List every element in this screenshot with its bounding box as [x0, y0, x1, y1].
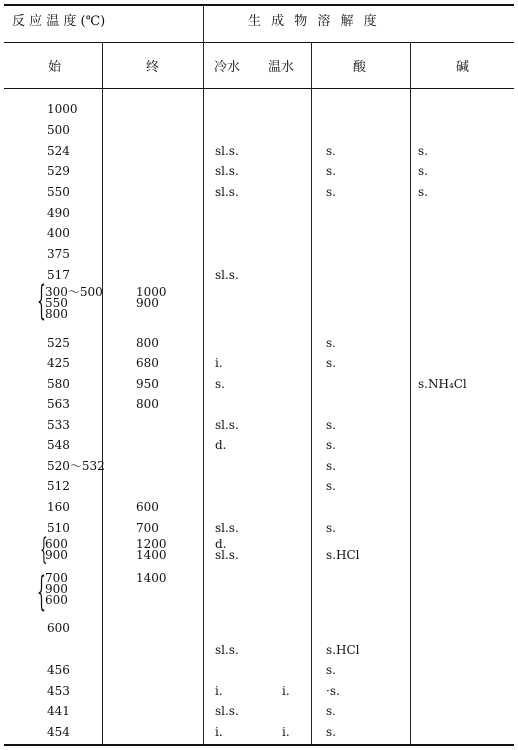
cell-end-temp: 1400 — [136, 548, 167, 562]
col-divider-1 — [102, 42, 103, 744]
cell-cold-water: d. — [215, 438, 227, 452]
cell-cold-water: sl.s. — [215, 144, 239, 158]
cell-start-temp: 548 — [47, 438, 70, 452]
cell-start-temp: 456 — [47, 663, 70, 677]
cell-end-temp: 680 — [136, 356, 159, 370]
cell-end-temp: 1400 — [136, 571, 167, 585]
cell-start-temp: 512 — [47, 479, 70, 493]
brace-icon: { — [37, 278, 46, 324]
cell-end-temp: 950 — [136, 377, 159, 391]
cell-start-temp: 453 — [47, 684, 70, 698]
cell-cold-water: sl.s. — [215, 548, 239, 562]
cell-start-temp: 550 — [45, 296, 68, 310]
cell-start-temp: 375 — [47, 247, 70, 261]
cell-base: s.NH₄Cl — [418, 377, 467, 391]
cell-warm-water: i. — [282, 684, 290, 698]
header-mid-rule — [4, 42, 514, 43]
cell-cold-water: i. — [215, 725, 223, 739]
cell-cold-water: sl.s. — [215, 418, 239, 432]
cell-cold-water: i. — [215, 684, 223, 698]
cell-start-temp: 533 — [47, 418, 70, 432]
cell-start-temp: 900 — [45, 548, 68, 562]
cell-acid: s. — [326, 479, 336, 493]
cell-start-temp: 510 — [47, 521, 70, 535]
cell-start-temp: 600 — [45, 537, 68, 551]
cell-start-temp: 500 — [47, 123, 70, 137]
cell-end-temp: 1000 — [136, 285, 167, 299]
cell-start-temp: 490 — [47, 206, 70, 220]
cell-base: s. — [418, 164, 428, 178]
cell-start-temp: 563 — [47, 397, 70, 411]
header-bottom-rule — [4, 88, 514, 89]
cell-start-temp: 550 — [47, 185, 70, 199]
header-end: 终 — [146, 60, 160, 75]
cell-acid: s. — [326, 144, 336, 158]
cell-cold-water: sl.s. — [215, 704, 239, 718]
cell-acid: s. — [326, 438, 336, 452]
cell-end-temp: 600 — [136, 500, 159, 514]
cell-start-temp: 400 — [47, 226, 70, 240]
cell-acid: s. — [326, 185, 336, 199]
cell-cold-water: sl.s. — [215, 268, 239, 282]
cell-start-temp: 425 — [47, 356, 70, 370]
cell-start-temp: 700 — [45, 571, 68, 585]
cell-start-temp: 580 — [47, 377, 70, 391]
cell-start-temp: 441 — [47, 704, 70, 718]
cell-acid: s. — [326, 663, 336, 677]
cell-acid: ·s. — [326, 684, 340, 698]
cell-end-temp: 700 — [136, 521, 159, 535]
cell-start-temp: 600 — [45, 593, 68, 607]
cell-start-temp: 160 — [47, 500, 70, 514]
header-base: 碱 — [456, 60, 470, 75]
cell-acid: s. — [326, 418, 336, 432]
cell-acid: s. — [326, 725, 336, 739]
cell-base: s. — [418, 144, 428, 158]
header-start: 始 — [48, 60, 62, 75]
col-divider-3 — [311, 42, 312, 744]
cell-start-temp: 1000 — [47, 102, 78, 116]
cell-start-temp: 800 — [45, 307, 68, 321]
col-divider-4 — [410, 42, 411, 744]
cell-acid: s. — [326, 164, 336, 178]
header-reaction-temp: 反 应 温 度 (℃) — [12, 14, 106, 29]
cell-acid: s. — [326, 459, 336, 473]
cell-start-temp: 600 — [47, 621, 70, 635]
cell-warm-water: i. — [282, 725, 290, 739]
header-solubility: 生 成 物 溶 解 度 — [248, 14, 377, 29]
cell-cold-water: sl.s. — [215, 164, 239, 178]
table-top-rule — [4, 4, 514, 6]
cell-acid: s. — [326, 336, 336, 350]
cell-acid: s.HCl — [326, 548, 360, 562]
header-acid: 酸 — [353, 60, 367, 75]
cell-cold-water: s. — [215, 377, 225, 391]
cell-start-temp: 524 — [47, 144, 70, 158]
brace-icon: { — [37, 569, 46, 615]
cell-base: s. — [418, 185, 428, 199]
cell-end-temp: 800 — [136, 336, 159, 350]
cell-start-temp: 300～500 — [45, 285, 103, 299]
cell-acid: s. — [326, 521, 336, 535]
cell-end-temp: 900 — [136, 296, 159, 310]
cell-start-temp: 454 — [47, 725, 70, 739]
cell-cold-water: sl.s. — [215, 521, 239, 535]
cell-cold-water: i. — [215, 356, 223, 370]
cell-start-temp: 900 — [45, 582, 68, 596]
col-divider-2 — [203, 5, 204, 744]
cell-acid: s. — [326, 356, 336, 370]
cell-cold-water: sl.s. — [215, 643, 239, 657]
cell-start-temp: 517 — [47, 268, 70, 282]
cell-start-temp: 529 — [47, 164, 70, 178]
brace-icon: { — [40, 532, 48, 567]
cell-acid: s.HCl — [326, 643, 360, 657]
cell-start-temp: 520～532 — [47, 459, 105, 473]
header-cold-water: 冷水 — [214, 60, 241, 75]
cell-end-temp: 800 — [136, 397, 159, 411]
cell-cold-water: sl.s. — [215, 185, 239, 199]
header-warm-water: 温水 — [268, 60, 295, 75]
cell-acid: s. — [326, 704, 336, 718]
cell-start-temp: 525 — [47, 336, 70, 350]
table-bottom-rule — [4, 744, 514, 746]
cell-end-temp: 1200 — [136, 537, 167, 551]
cell-cold-water: d. — [215, 537, 227, 551]
